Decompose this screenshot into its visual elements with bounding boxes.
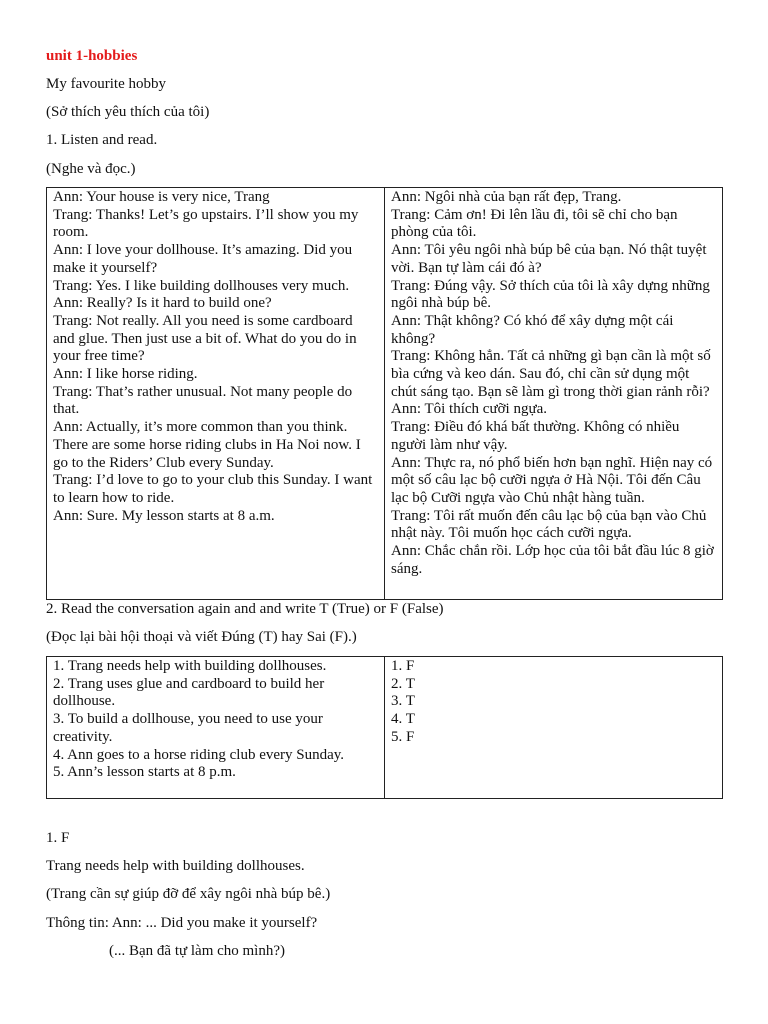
explanation-statement: Trang needs help with building dollhouses. <box>46 858 305 874</box>
dialogue-line: Ann: I like horse riding. <box>53 366 198 383</box>
task2-instruction: 2. Read the conversation again and and write T (True) or F (False) <box>46 601 444 617</box>
task2-instruction-translation: (Đọc lại bài hội thoại và viết Đúng (T) hay Sai (F).) <box>46 629 357 645</box>
explanation-number: 1. F <box>46 830 70 846</box>
dialogue-english-cell <box>47 188 385 600</box>
statement-item: 5. Ann’s lesson starts at 8 p.m. <box>53 764 236 781</box>
dialogue-line-vi: Trang: Điều đó khá bất thường. Không có nhiều người làm như vậy. <box>391 419 680 453</box>
dialogue-line-vi: Trang: Cảm ơn! Đi lên lầu đi, tôi sẽ chỉ cho bạn phòng của tôi. <box>391 206 678 241</box>
dialogue-line: Ann: I love your dollhouse. It’s amazing. Did you make it yourself? <box>53 242 353 276</box>
dialogue-line: Trang: I’d love to go to your club this Sunday. I want to learn how to ride. <box>53 472 373 506</box>
dialogue-line: Ann: Sure. My lesson starts at 8 a.m. <box>53 507 275 524</box>
dialogue-line-vi: Trang: Tôi rất muốn đến câu lạc bộ của bạn vào Chủ nhật này. Tôi muốn học cách cưỡi ngựa. <box>391 507 707 542</box>
dialogue-line: Trang: Yes. I like building dollhouses very much. <box>53 277 350 294</box>
dialogue-line: Trang: That’s rather unusual. Not many people do that. <box>53 383 353 418</box>
dialogue-line-vi: Ann: Chắc chắn rồi. Lớp học của tôi bắt đầu lúc 8 giờ sáng. <box>391 543 714 577</box>
dialogue-line: Ann: Really? Is it hard to build one? <box>53 295 272 312</box>
dialogue-line-vi: Ann: Tôi thích cưỡi ngựa. <box>391 401 547 418</box>
answer-item: 1. F <box>391 658 415 674</box>
task1-instruction-translation: (Nghe và đọc.) <box>46 161 136 177</box>
dialogue-line-vi: Trang: Không hẳn. Tất cả những gì bạn cần là một số bìa cứng và keo dán. Sau đó, chỉ cần sử dụng một chút sáng tạo. Bạn sẽ làm gì trong thời gian rảnh rỗi? <box>391 348 711 400</box>
explanation-info: Thông tin: Ann: ... Did you make it yourself? <box>46 915 318 931</box>
dialogue-line-vi: Ann: Thực ra, nó phổ biến hơn bạn nghĩ. Hiện nay có một số câu lạc bộ cưỡi ngựa ở Hà Nội. Tôi đến Câu lạc bộ Cưỡi ngựa vào Chủ nhật hàng tuần. <box>391 454 713 506</box>
answers-cell <box>385 657 723 799</box>
dialogue-line-vi: Ann: Tôi yêu ngôi nhà búp bê của bạn. Nó thật tuyệt vời. Bạn tự làm cái đó à? <box>391 242 707 276</box>
task1-instruction: 1. Listen and read. <box>46 132 158 148</box>
statements-cell <box>47 657 385 799</box>
unit-heading: unit 1-hobbies <box>46 48 138 64</box>
explanation-translation: (Trang cần sự giúp đỡ để xây ngôi nhà búp bê.) <box>46 886 331 902</box>
dialogue-vietnamese-cell <box>385 188 723 600</box>
section-title-translation: (Sở thích yêu thích của tôi) <box>46 104 210 120</box>
answer-item: 4. T <box>391 711 415 728</box>
dialogue-line: Trang: Thanks! Let’s go upstairs. I’ll show you my room. <box>53 206 359 241</box>
true-false-table <box>46 656 723 799</box>
explanation-info-translation: (... Bạn đã tự làm cho mình?) <box>109 943 286 959</box>
statement-item: 1. Trang needs help with building dollhouses. <box>53 658 327 674</box>
dialogue-line: Trang: Not really. All you need is some cardboard and glue. Then just use a bit of. What do you do in your free time? <box>53 312 357 365</box>
dialogue-line-vi: Ann: Ngôi nhà của bạn rất đẹp, Trang. <box>391 189 622 205</box>
statement-item: 3. To build a dollhouse, you need to use your creativity. <box>53 711 323 745</box>
answer-item: 3. T <box>391 693 415 710</box>
dialogue-line-vi: Trang: Đúng vậy. Sở thích của tôi là xây dựng những ngôi nhà búp bê. <box>391 277 710 312</box>
dialogue-line: Ann: Actually, it’s more common than you think. There are some horse riding clubs in Ha Noi now. I go to the Riders’ Club every Sunday. <box>53 419 361 471</box>
section-title: My favourite hobby <box>46 76 166 92</box>
dialogue-line-vi: Ann: Thật không? Có khó để xây dựng một cái không? <box>391 312 674 347</box>
answer-item: 2. T <box>391 675 415 692</box>
dialogue-table <box>46 187 723 600</box>
statement-item: 2. Trang uses glue and cardboard to build her dollhouse. <box>53 675 325 710</box>
statement-item: 4. Ann goes to a horse riding club every Sunday. <box>53 746 345 763</box>
dialogue-line: Ann: Your house is very nice, Trang <box>53 189 270 205</box>
answer-item: 5. F <box>391 728 415 745</box>
